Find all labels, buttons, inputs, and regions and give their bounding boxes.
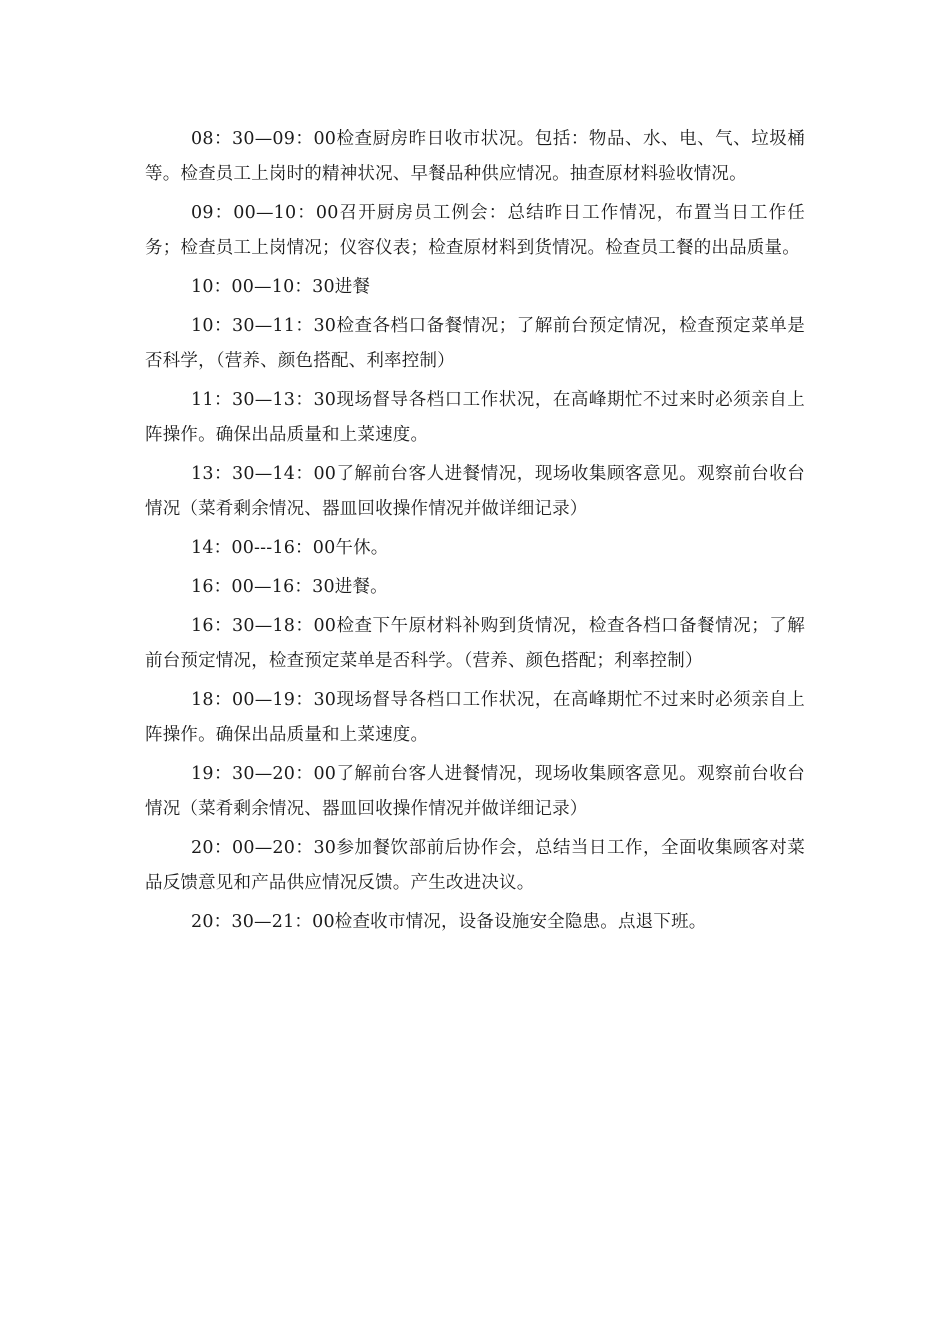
schedule-entry: 20：30—21：00检查收市情况，设备设施安全隐患。点退下班。 [191, 912, 707, 932]
schedule-entry: 18：00—19：30现场督导各档口工作状况，在高峰期忙不过来时必须亲自上阵操作。确保出品质量和上菜速度。 [145, 690, 805, 745]
schedule-entry: 20：00—20：30参加餐饮部前后协作会，总结当日工作，全面收集顾客对菜品反馈意见和产品供应情况反馈。产生改进决议。 [145, 838, 805, 893]
schedule-entry: 10：00—10：30进餐 [191, 277, 371, 297]
schedule-entry: 08：30—09：00检查厨房昨日收市状况。包括：物品、水、电、气、垃圾桶等。检查员工上岗时的精神状况、早餐品种供应情况。抽查原材料验收情况。 [145, 129, 805, 184]
schedule-entry: 11：30—13：30现场督导各档口工作状况，在高峰期忙不过来时必须亲自上阵操作。确保出品质量和上菜速度。 [145, 390, 805, 445]
schedule-entry: 13：30—14：00了解前台客人进餐情况，现场收集顾客意见。观察前台收台情况（菜肴剩余情况、器皿回收操作情况并做详细记录） [145, 464, 805, 519]
schedule-entry: 16：30—18：00检查下午原材料补购到货情况，检查各档口备餐情况；了解前台预定情况，检查预定菜单是否科学。（营养、颜色搭配；利率控制） [145, 616, 805, 671]
schedule-entry: 10：30—11：30检查各档口备餐情况；了解前台预定情况，检查预定菜单是否科学，（营养、颜色搭配、利率控制） [145, 316, 805, 371]
document-body [145, 122, 805, 944]
schedule-entry: 16：00—16：30进餐。 [191, 577, 388, 597]
schedule-entry: 14：00---16：00午休。 [191, 538, 389, 558]
schedule-entry: 19：30—20：00了解前台客人进餐情况，现场收集顾客意见。观察前台收台情况（菜肴剩余情况、器皿回收操作情况并做详细记录） [145, 764, 805, 819]
schedule-entry: 09：00—10：00召开厨房员工例会：总结昨日工作情况，布置当日工作任务；检查员工上岗情况；仪容仪表；检查原材料到货情况。检查员工餐的出品质量。 [145, 203, 805, 258]
